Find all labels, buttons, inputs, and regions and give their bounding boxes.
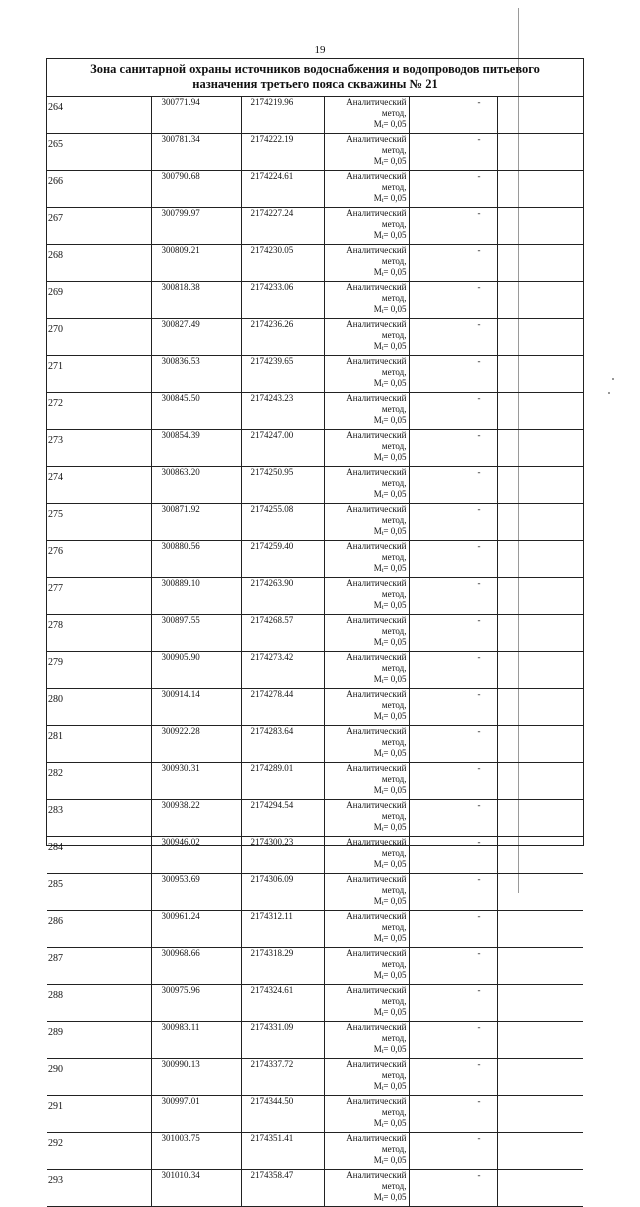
- coord-x: 300961.24: [151, 911, 241, 948]
- method-label: Аналитический метод,: [346, 578, 407, 599]
- empty-cell: [497, 1133, 583, 1170]
- table-title: [47, 59, 583, 97]
- method-cell: [324, 911, 409, 948]
- empty-cell: [497, 726, 583, 763]
- description-cell: -: [409, 171, 497, 208]
- coord-x: 300836.53: [151, 356, 241, 393]
- coord-x: 300953.69: [151, 874, 241, 911]
- point-number: 285: [47, 874, 151, 911]
- method-label: Аналитический метод,: [346, 134, 407, 155]
- accuracy-label: Mt= 0,05: [373, 748, 407, 759]
- coord-y: 2174283.64: [241, 726, 324, 763]
- accuracy-label: Mt= 0,05: [373, 267, 407, 278]
- table-row: [47, 652, 583, 689]
- table-row: [47, 985, 583, 1022]
- point-number: 292: [47, 1133, 151, 1170]
- empty-cell: [497, 282, 583, 319]
- method-cell: [324, 541, 409, 578]
- coord-y: 2174331.09: [241, 1022, 324, 1059]
- table-row: [47, 171, 583, 208]
- table-row: [47, 1096, 583, 1133]
- empty-cell: [497, 430, 583, 467]
- coord-x: 300897.55: [151, 615, 241, 652]
- method-cell: [324, 393, 409, 430]
- point-number: 291: [47, 1096, 151, 1133]
- table-row: [47, 208, 583, 245]
- empty-cell: [497, 134, 583, 171]
- empty-cell: [497, 763, 583, 800]
- method-label: Аналитический метод,: [346, 652, 407, 673]
- coord-y: 2174344.50: [241, 1096, 324, 1133]
- coord-y: 2174219.96: [241, 97, 324, 134]
- coord-x: 300946.02: [151, 837, 241, 874]
- coord-y: 2174337.72: [241, 1059, 324, 1096]
- point-number: 286: [47, 911, 151, 948]
- description-cell: -: [409, 134, 497, 171]
- coord-x: 300889.10: [151, 578, 241, 615]
- description-cell: -: [409, 1170, 497, 1207]
- table-row: [47, 911, 583, 948]
- empty-cell: [497, 985, 583, 1022]
- method-label: Аналитический метод,: [346, 97, 407, 118]
- accuracy-label: Mt= 0,05: [373, 452, 407, 463]
- method-cell: [324, 245, 409, 282]
- table-row: [47, 837, 583, 874]
- method-label: Аналитический метод,: [346, 171, 407, 192]
- method-label: Аналитический метод,: [346, 393, 407, 414]
- point-number: 271: [47, 356, 151, 393]
- empty-cell: [497, 1096, 583, 1133]
- table-row: [47, 615, 583, 652]
- method-cell: [324, 837, 409, 874]
- accuracy-label: Mt= 0,05: [373, 119, 407, 130]
- coord-y: 2174294.54: [241, 800, 324, 837]
- accuracy-label: Mt= 0,05: [373, 1192, 407, 1203]
- method-label: Аналитический метод,: [346, 948, 407, 969]
- point-number: 280: [47, 689, 151, 726]
- point-number: 276: [47, 541, 151, 578]
- table-row: [47, 97, 583, 134]
- coord-x: 300914.14: [151, 689, 241, 726]
- method-label: Аналитический метод,: [346, 874, 407, 895]
- empty-cell: [497, 319, 583, 356]
- empty-cell: [497, 1022, 583, 1059]
- coord-x: 300781.34: [151, 134, 241, 171]
- table-row: [47, 578, 583, 615]
- table-row: [47, 1133, 583, 1170]
- description-cell: -: [409, 800, 497, 837]
- method-cell: [324, 319, 409, 356]
- point-number: 293: [47, 1170, 151, 1207]
- accuracy-label: Mt= 0,05: [373, 674, 407, 685]
- page-number: 19: [314, 44, 326, 56]
- description-cell: -: [409, 1022, 497, 1059]
- table-row: [47, 430, 583, 467]
- empty-cell: [497, 504, 583, 541]
- coord-y: 2174233.06: [241, 282, 324, 319]
- table-row: [47, 1170, 583, 1207]
- accuracy-label: Mt= 0,05: [373, 933, 407, 944]
- table-row: [47, 800, 583, 837]
- table-row: [47, 763, 583, 800]
- coord-y: 2174236.26: [241, 319, 324, 356]
- accuracy-label: Mt= 0,05: [373, 1155, 407, 1166]
- coord-x: 300771.94: [151, 97, 241, 134]
- coord-y: 2174227.24: [241, 208, 324, 245]
- method-cell: [324, 726, 409, 763]
- scan-speck: [612, 378, 614, 380]
- coord-y: 2174255.08: [241, 504, 324, 541]
- empty-cell: [497, 208, 583, 245]
- method-cell: [324, 282, 409, 319]
- accuracy-label: Mt= 0,05: [373, 785, 407, 796]
- method-cell: [324, 1170, 409, 1207]
- method-cell: [324, 171, 409, 208]
- table-row: [47, 245, 583, 282]
- accuracy-label: Mt= 0,05: [373, 563, 407, 574]
- accuracy-label: Mt= 0,05: [373, 378, 407, 389]
- empty-cell: [497, 911, 583, 948]
- coord-x: 300845.50: [151, 393, 241, 430]
- empty-cell: [497, 1170, 583, 1207]
- point-number: 279: [47, 652, 151, 689]
- coord-x: 301003.75: [151, 1133, 241, 1170]
- method-label: Аналитический метод,: [346, 430, 407, 451]
- method-cell: [324, 1022, 409, 1059]
- accuracy-label: Mt= 0,05: [373, 489, 407, 500]
- coord-y: 2174318.29: [241, 948, 324, 985]
- coord-x: 300790.68: [151, 171, 241, 208]
- empty-cell: [497, 541, 583, 578]
- method-cell: [324, 800, 409, 837]
- accuracy-label: Mt= 0,05: [373, 711, 407, 722]
- point-number: 277: [47, 578, 151, 615]
- method-cell: [324, 948, 409, 985]
- description-cell: -: [409, 97, 497, 134]
- table-row: [47, 319, 583, 356]
- coord-x: 300871.92: [151, 504, 241, 541]
- description-cell: -: [409, 356, 497, 393]
- description-cell: -: [409, 615, 497, 652]
- method-label: Аналитический метод,: [346, 1133, 407, 1154]
- accuracy-label: Mt= 0,05: [373, 970, 407, 981]
- coord-y: 2174300.23: [241, 837, 324, 874]
- description-cell: -: [409, 911, 497, 948]
- description-cell: -: [409, 837, 497, 874]
- coord-y: 2174243.23: [241, 393, 324, 430]
- coord-x: 300827.49: [151, 319, 241, 356]
- method-cell: [324, 652, 409, 689]
- method-cell: [324, 208, 409, 245]
- accuracy-label: Mt= 0,05: [373, 415, 407, 426]
- method-cell: [324, 430, 409, 467]
- accuracy-label: Mt= 0,05: [373, 1081, 407, 1092]
- point-number: 273: [47, 430, 151, 467]
- accuracy-label: Mt= 0,05: [373, 193, 407, 204]
- accuracy-label: Mt= 0,05: [373, 341, 407, 352]
- coord-y: 2174358.47: [241, 1170, 324, 1207]
- method-label: Аналитический метод,: [346, 1170, 407, 1191]
- method-label: Аналитический метод,: [346, 282, 407, 303]
- method-label: Аналитический метод,: [346, 208, 407, 229]
- method-cell: [324, 97, 409, 134]
- method-cell: [324, 615, 409, 652]
- method-label: Аналитический метод,: [346, 726, 407, 747]
- coord-x: 300983.11: [151, 1022, 241, 1059]
- point-number: 274: [47, 467, 151, 504]
- table-row: [47, 1022, 583, 1059]
- coord-y: 2174268.57: [241, 615, 324, 652]
- point-number: 281: [47, 726, 151, 763]
- coord-y: 2174222.19: [241, 134, 324, 171]
- coord-x: 300975.96: [151, 985, 241, 1022]
- method-cell: [324, 1059, 409, 1096]
- coord-y: 2174312.11: [241, 911, 324, 948]
- accuracy-label: Mt= 0,05: [373, 526, 407, 537]
- coord-y: 2174230.05: [241, 245, 324, 282]
- empty-cell: [497, 837, 583, 874]
- method-label: Аналитический метод,: [346, 615, 407, 636]
- description-cell: -: [409, 726, 497, 763]
- accuracy-label: Mt= 0,05: [373, 637, 407, 648]
- coord-x: 300905.90: [151, 652, 241, 689]
- description-cell: -: [409, 467, 497, 504]
- description-cell: -: [409, 763, 497, 800]
- description-cell: -: [409, 504, 497, 541]
- point-number: 282: [47, 763, 151, 800]
- table-row: [47, 467, 583, 504]
- description-cell: -: [409, 578, 497, 615]
- title-line-1: Зона санитарной охраны источников водоснабжения и водопроводов питьевого: [90, 62, 540, 76]
- accuracy-label: Mt= 0,05: [373, 1118, 407, 1129]
- method-cell: [324, 689, 409, 726]
- coord-y: 2174224.61: [241, 171, 324, 208]
- method-cell: [324, 985, 409, 1022]
- point-number: 265: [47, 134, 151, 171]
- empty-cell: [497, 615, 583, 652]
- method-label: Аналитический метод,: [346, 356, 407, 377]
- description-cell: -: [409, 282, 497, 319]
- description-cell: -: [409, 208, 497, 245]
- method-label: Аналитический метод,: [346, 504, 407, 525]
- point-number: 264: [47, 97, 151, 134]
- point-number: 283: [47, 800, 151, 837]
- table-row: [47, 356, 583, 393]
- coord-x: 300818.38: [151, 282, 241, 319]
- method-label: Аналитический метод,: [346, 245, 407, 266]
- coord-y: 2174289.01: [241, 763, 324, 800]
- coord-y: 2174351.41: [241, 1133, 324, 1170]
- point-number: 287: [47, 948, 151, 985]
- point-number: 267: [47, 208, 151, 245]
- point-number: 269: [47, 282, 151, 319]
- title-line-2: назначения третьего пояса скважины № 21: [192, 77, 438, 91]
- coord-x: 300863.20: [151, 467, 241, 504]
- coord-y: 2174250.95: [241, 467, 324, 504]
- method-label: Аналитический метод,: [346, 689, 407, 710]
- coord-x: 300968.66: [151, 948, 241, 985]
- coord-y: 2174259.40: [241, 541, 324, 578]
- coord-y: 2174247.00: [241, 430, 324, 467]
- point-number: 288: [47, 985, 151, 1022]
- empty-cell: [497, 800, 583, 837]
- method-label: Аналитический метод,: [346, 319, 407, 340]
- table-row: [47, 1059, 583, 1096]
- method-label: Аналитический метод,: [346, 1022, 407, 1043]
- description-cell: -: [409, 1096, 497, 1133]
- coord-x: 300880.56: [151, 541, 241, 578]
- point-number: 266: [47, 171, 151, 208]
- empty-cell: [497, 467, 583, 504]
- description-cell: -: [409, 1059, 497, 1096]
- description-cell: -: [409, 985, 497, 1022]
- method-cell: [324, 504, 409, 541]
- accuracy-label: Mt= 0,05: [373, 600, 407, 611]
- empty-cell: [497, 948, 583, 985]
- coord-y: 2174278.44: [241, 689, 324, 726]
- description-cell: -: [409, 245, 497, 282]
- method-label: Аналитический метод,: [346, 467, 407, 488]
- description-cell: -: [409, 689, 497, 726]
- coord-y: 2174273.42: [241, 652, 324, 689]
- empty-cell: [497, 356, 583, 393]
- coord-x: 300990.13: [151, 1059, 241, 1096]
- point-number: 275: [47, 504, 151, 541]
- description-cell: -: [409, 541, 497, 578]
- method-label: Аналитический метод,: [346, 1059, 407, 1080]
- table-row: [47, 282, 583, 319]
- coordinates-table: [47, 97, 583, 1207]
- scan-speck: [608, 392, 610, 394]
- table-row: [47, 948, 583, 985]
- empty-cell: [497, 652, 583, 689]
- table-row: [47, 726, 583, 763]
- empty-cell: [497, 1059, 583, 1096]
- coord-x: 300938.22: [151, 800, 241, 837]
- coord-x: 300809.21: [151, 245, 241, 282]
- accuracy-label: Mt= 0,05: [373, 1007, 407, 1018]
- description-cell: -: [409, 652, 497, 689]
- method-cell: [324, 467, 409, 504]
- method-label: Аналитический метод,: [346, 763, 407, 784]
- coord-y: 2174306.09: [241, 874, 324, 911]
- accuracy-label: Mt= 0,05: [373, 896, 407, 907]
- empty-cell: [497, 171, 583, 208]
- accuracy-label: Mt= 0,05: [373, 1044, 407, 1055]
- empty-cell: [497, 393, 583, 430]
- method-cell: [324, 763, 409, 800]
- method-label: Аналитический метод,: [346, 541, 407, 562]
- method-cell: [324, 356, 409, 393]
- description-cell: -: [409, 393, 497, 430]
- empty-cell: [497, 578, 583, 615]
- accuracy-label: Mt= 0,05: [373, 304, 407, 315]
- coord-y: 2174239.65: [241, 356, 324, 393]
- coord-x: 300922.28: [151, 726, 241, 763]
- description-cell: -: [409, 948, 497, 985]
- coordinates-sheet: [46, 58, 584, 1203]
- method-cell: [324, 1096, 409, 1133]
- accuracy-label: Mt= 0,05: [373, 822, 407, 833]
- point-number: 289: [47, 1022, 151, 1059]
- point-number: 270: [47, 319, 151, 356]
- table-row: [47, 541, 583, 578]
- description-cell: -: [409, 430, 497, 467]
- coord-x: 300799.97: [151, 208, 241, 245]
- method-label: Аналитический метод,: [346, 837, 407, 858]
- method-cell: [324, 134, 409, 171]
- coord-x: 300930.31: [151, 763, 241, 800]
- point-number: 272: [47, 393, 151, 430]
- point-number: 290: [47, 1059, 151, 1096]
- method-label: Аналитический метод,: [346, 985, 407, 1006]
- accuracy-label: Mt= 0,05: [373, 156, 407, 167]
- coord-x: 300854.39: [151, 430, 241, 467]
- empty-cell: [497, 245, 583, 282]
- coord-y: 2174263.90: [241, 578, 324, 615]
- table-row: [47, 689, 583, 726]
- empty-cell: [497, 689, 583, 726]
- description-cell: -: [409, 874, 497, 911]
- point-number: 284: [47, 837, 151, 874]
- table-row: [47, 393, 583, 430]
- description-cell: -: [409, 1133, 497, 1170]
- method-cell: [324, 578, 409, 615]
- point-number: 278: [47, 615, 151, 652]
- coord-y: 2174324.61: [241, 985, 324, 1022]
- method-cell: [324, 1133, 409, 1170]
- table-row: [47, 134, 583, 171]
- method-label: Аналитический метод,: [346, 911, 407, 932]
- empty-cell: [497, 97, 583, 134]
- accuracy-label: Mt= 0,05: [373, 859, 407, 870]
- coord-x: 300997.01: [151, 1096, 241, 1133]
- method-label: Аналитический метод,: [346, 800, 407, 821]
- method-label: Аналитический метод,: [346, 1096, 407, 1117]
- coord-x: 301010.34: [151, 1170, 241, 1207]
- point-number: 268: [47, 245, 151, 282]
- table-row: [47, 504, 583, 541]
- description-cell: -: [409, 319, 497, 356]
- accuracy-label: Mt= 0,05: [373, 230, 407, 241]
